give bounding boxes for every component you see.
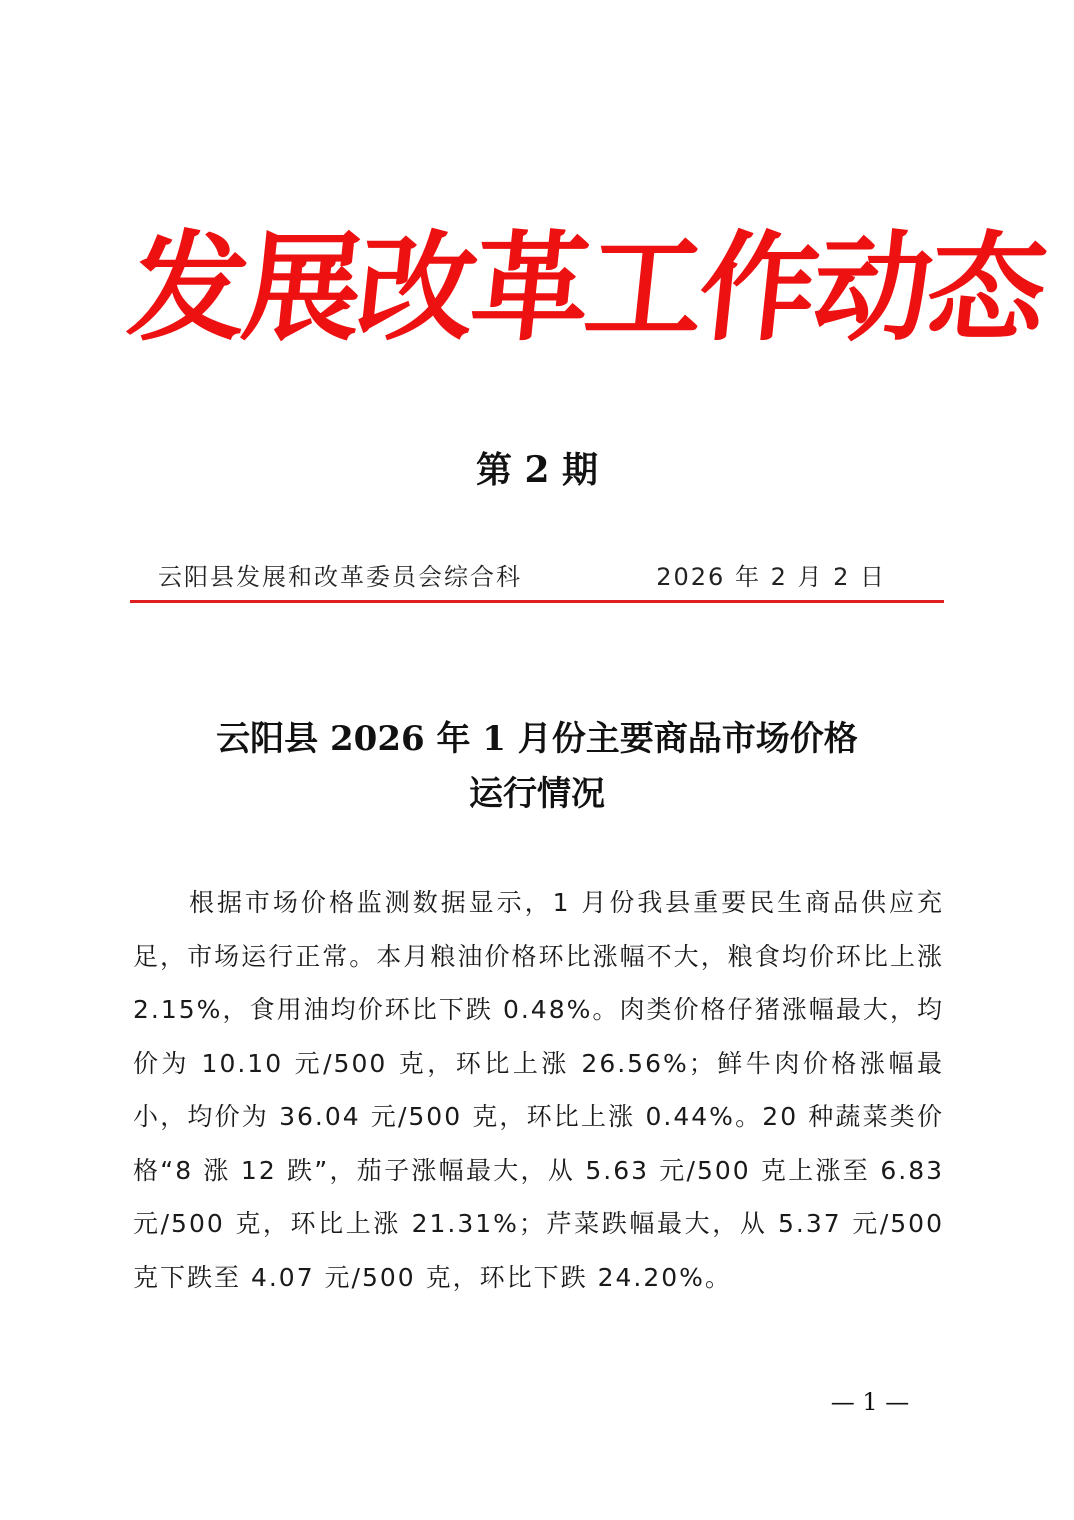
article-body-paragraph: 根据市场价格监测数据显示，1 月份我县重要民生商品供应充足，市场运行正常。本月粮油价格环比涨幅不大，粮食均价环比上涨 2.15%，食用油均价环比下跌 0.48%。肉类价格仔猪涨幅最大，均价为 10.10 元/500 克，环比上涨 26.56%；鲜牛肉价格涨幅最小，均价为 36.04 元/500 克，环比上涨 0.44%。20 种蔬菜类价格“8 涨 12 跌”，茄子涨幅最大，从 5.63 元/500 克上涨至 6.83 元/500 克，环比上涨 21.31%；芹菜跌幅最大，从 5.37 元/500 克下跌至 4.07 元/500 克，环比下跌 24.20%。 [133, 888, 944, 1292]
issuer-row [130, 555, 944, 599]
article-title-line-2: 运行情况 [469, 774, 605, 814]
page-number: — 1 — [830, 1388, 910, 1416]
article-title-line-1: 云阳县 2026 年 1 月份主要商品市场价格 [216, 719, 858, 759]
masthead-title: 发展改革工作动态 [122, 218, 1050, 357]
article-title [130, 712, 944, 822]
issue-date: 2026 年 2 月 2 日 [656, 563, 886, 591]
issue-number: 第 2 期 [475, 449, 599, 491]
red-divider-line [130, 600, 944, 603]
issuing-organization: 云阳县发展和改革委员会综合科 [158, 563, 522, 591]
